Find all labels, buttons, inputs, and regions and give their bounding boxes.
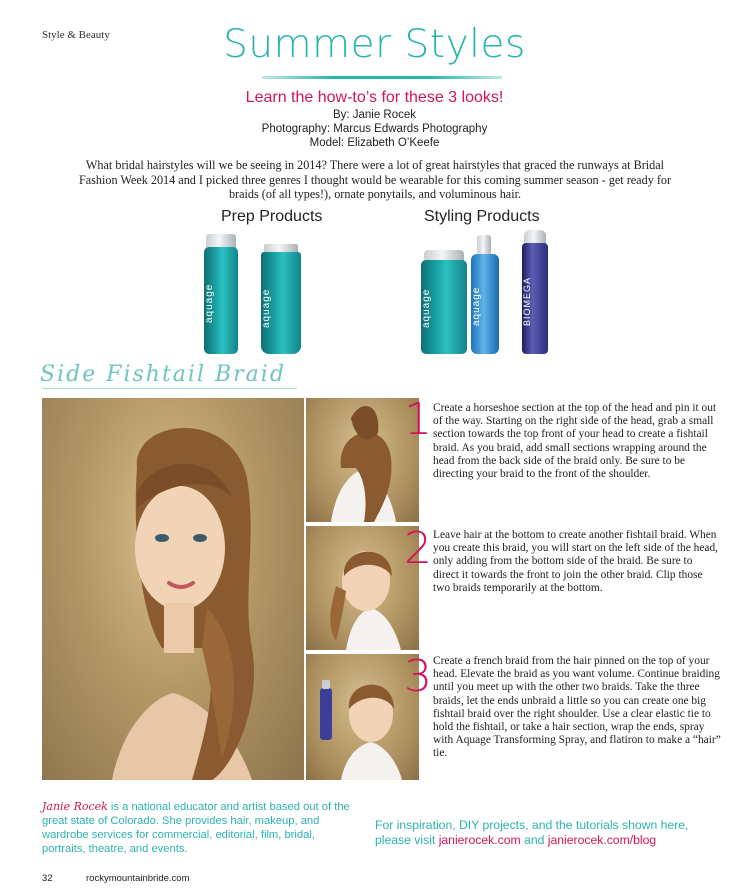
- step-3-illustration: [306, 654, 419, 780]
- look-title: Side Fishtail Braid: [40, 362, 286, 387]
- page-title: Summer Styles: [223, 22, 526, 67]
- step-3-number: 3: [404, 651, 432, 702]
- inspiration-text: For inspiration, DIY projects, and the tutorials shown here, please visit: [375, 818, 689, 847]
- styling-can-cap: [524, 230, 546, 244]
- step-1-photo: [306, 398, 419, 522]
- author-bio: [42, 800, 352, 856]
- author-signature: Janie Rocek: [42, 800, 108, 813]
- step-2-photo: [306, 526, 419, 650]
- prep-bottle-1: aquage: [204, 247, 238, 354]
- styling-spray-can: BIOMEGA: [522, 243, 548, 354]
- photography-credit: Photography: Marcus Edwards Photography: [261, 123, 488, 135]
- page-number: 32: [42, 873, 53, 884]
- prep-products-heading: Prep Products: [221, 208, 323, 225]
- step-3-photo: [306, 654, 419, 780]
- styling-products-heading: Styling Products: [424, 208, 540, 225]
- step-3-text: Create a french braid from the hair pinned on the top of your head. Elevate the braid as you want volume. Continue braiding until you meet up with the other two braids. Take the three braids, let the ends unbraid a little so you can create one big fishtail braid over the right shoulder. Use a clear elastic tie to hold the fishtail, or take a hair section, wrap the ends, spray with Aquage Transforming Spray, and flatiron to make a “hair” tie.: [433, 655, 721, 760]
- step-2-text: Leave hair at the bottom to create another fishtail braid. When you create this braid, you will start on the left side of the head, only adding from the bottom side of the braid. Be sure to direct it towards the front to join the other braid. Clip those two braids temporarily at the bottom.: [433, 529, 718, 594]
- step-1-illustration: [306, 398, 419, 522]
- step-1-number: 1: [404, 394, 432, 445]
- model-credit: Model: Elizabeth O’Keefe: [309, 137, 440, 149]
- step-1-text: Create a horseshoe section at the top of the head and pin it out of the way. Starting on the right side of the head, grab a small section towards the top front of your head to create a fishtail braid. As you braid, add small sections wrapping around the head from the back side of the braid only. Be sure to be directing your braid to the front of the shoulder.: [433, 402, 717, 481]
- prep-tube: aquage: [261, 252, 301, 354]
- byline: By: Janie Rocek: [332, 109, 417, 121]
- step-2-number: 2: [404, 523, 432, 574]
- website-link[interactable]: janierocek.com: [438, 833, 521, 847]
- inspiration-and: and: [520, 833, 548, 847]
- styling-spray-bottle-cap: [477, 235, 491, 255]
- model-portrait-illustration: [42, 398, 304, 780]
- styling-spray-bottle: aquage: [471, 254, 499, 354]
- page-subtitle: Learn the how-to’s for these 3 looks!: [245, 89, 504, 106]
- section-label: Style & Beauty: [42, 29, 110, 41]
- styling-bottle-1: aquage: [421, 260, 467, 354]
- intro-paragraph: What bridal hairstyles will we be seeing in 2014? There were a lot of great hairstyles that graced the runways at Bridal Fashion Week 2014 and I picked three genres I thought would be wearable for this coming summer season - get ready for braids (of all types!), ornate ponytails, and voluminous hair.: [78, 158, 672, 201]
- inspiration-note: [375, 818, 705, 848]
- author-bio-text: is a national educator and artist based out of the great state of Colorado. She provides hair, makeup, and wardrobe services for commercial, editorial, film, bridal, portraits, theatre, and events.: [42, 801, 350, 855]
- main-model-photo: [42, 398, 304, 780]
- look-title-underline: [42, 388, 297, 389]
- step-2-illustration: [306, 526, 419, 650]
- prep-bottle-1-cap: [206, 234, 236, 248]
- title-underline: [262, 76, 502, 79]
- blog-link[interactable]: janierocek.com/blog: [547, 833, 657, 847]
- credits: [0, 108, 749, 150]
- footer-site: rockymountainbride.com: [86, 873, 190, 884]
